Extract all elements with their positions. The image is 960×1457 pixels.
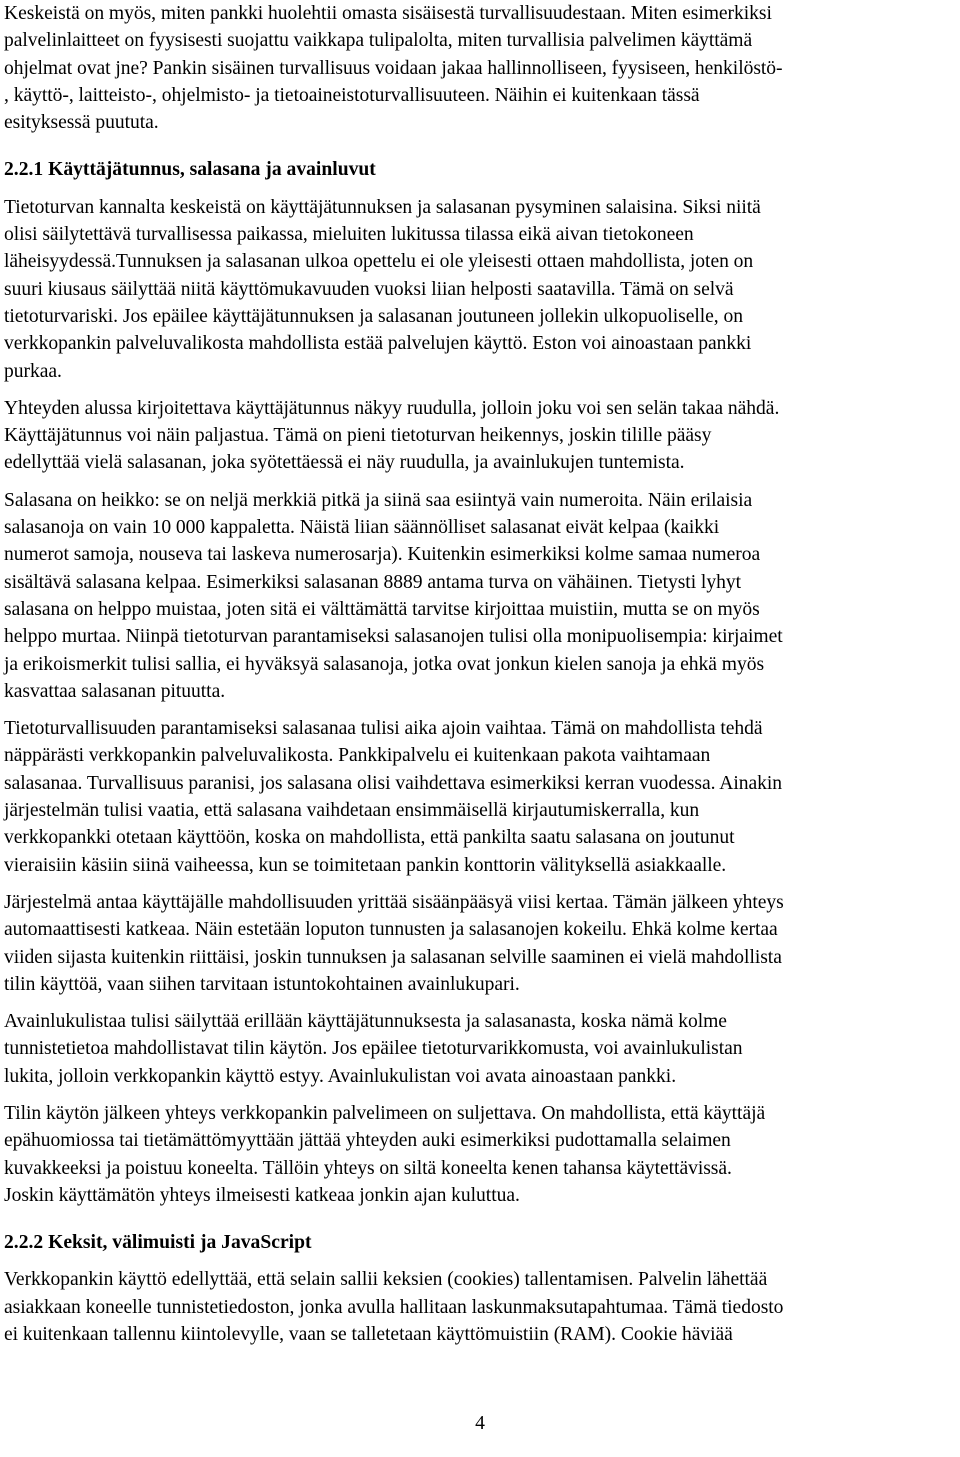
paragraph-221-7: Tilin käytön jälkeen yhteys verkkopankin palvelimeen on suljettava. On mahdollista, että käyttäjä epähuomiossa tai tietämättömyyttään jättää yhteyden auki esimerkiksi pudottamalla selaimen kuvakkeeksi ja poistuu koneelta. Tällöin yhteys on siltä koneelta kenen tahansa käytettävissä. Joskin käyttämätön yhteys ilmeisesti katkeaa jonkin ajan kuluttua. — [4, 1102, 766, 1206]
spacer — [4, 184, 956, 194]
paragraph-222-1: Verkkopankin käyttö edellyttää, että selain sallii keksien (cookies) tallentamisen. Palvelin lähettää asiakkaan koneelle tunnistetiedoston, jonka avulla hallitaan laskunmaksutapahtumaa. Tämä tiedosto ei kuitenkaan tallennu kiintolevylle, vaan se talletetaan käyttömuistiin (RAM). Cookie häviää — [4, 1269, 784, 1346]
spacer — [4, 1090, 956, 1100]
paragraph-221-5: Järjestelmä antaa käyttäjälle mahdollisuuden yrittää sisäänpääsyä viisi kertaa. Tämän jälkeen yhteys automaattisesti katkeaa. Näin estetään loputon tunnusten ja salasanojen kokeilu. Ehkä kolme kertaa viiden sijasta kuitenkin riittäisi, joskin tunnuksen ja salasanan selville saaminen ei vielä mahdollista tilin käyttöä, vaan siihen tarvitaan istuntokohtainen avainlukupari. — [4, 891, 784, 995]
paragraph-221-6: Avainlukulistaa tulisi säilyttää erillään käyttäjätunnuksesta ja salasanasta, koska nämä kolme tunnistetietoa mahdollistavat tilin käytön. Jos epäilee tietoturvarikkomusta, voi avainlukulistan lukita, jolloin verkkopankin käyttö estyy. Avainlukulistan voi avata ainoastaan pankki. — [4, 1011, 743, 1087]
paragraph-221-1: Tietoturvan kannalta keskeistä on käyttäjätunnuksen ja salasanan pysyminen salaisina. Siksi niitä olisi säilytettävä turvallisessa paikassa, mieluiten lukitussa tilassa eikä aivan tietokoneen läheisyydessä.Tunnuksen ja salasanan ulkoa opettelu ei ole yleisesti ottaen mahdollista, joten on suuri kiusaus säilyttää niitä käyttömukavuuden vuoksi liian helposti saatavilla. Tämä on selvä tietoturvariski. Jos epäilee käyttäjätunnuksen ja salasanan joutuneen jollekin ulkopuoliselle, on verkkopankin palveluvalikosta mahdollista estää palvelujen käyttö. Eston voi ainoastaan pankki purkaa. — [4, 196, 761, 382]
spacer — [4, 1209, 956, 1229]
spacer — [4, 879, 956, 889]
section-heading-2-2-2: 2.2.2 Keksit, välimuisti ja JavaScript — [4, 1232, 312, 1254]
spacer — [4, 385, 956, 395]
spacer — [4, 1256, 956, 1266]
document-page — [4, 0, 956, 1348]
spacer — [4, 136, 956, 156]
paragraph-221-3: Salasana on heikko: se on neljä merkkiä pitkä ja siinä saa esiintyä vain numeroita. Näin erilaisia salasanoja on vain 10 000 kappaletta. Näistä liian säännölliset salasanat eivät kelpaa (kaikki numerot samoja, nouseva tai laskeva numerosarja). Kuitenkin esimerkiksi kolme samaa numeroa sisältävä salasana kelpaa. Esimerkiksi salasanan 8889 antama turva on vähäinen. Tietysti lyhyt salasana on helppo muistaa, joten sitä ei välttämättä tarvitse kirjoittaa muistiin, mutta se on myös helppo murtaa. Niinpä tietoturvan parantamiseksi salasanojen tulisi olla monipuolisempia: kirjaimet ja erikoismerkit tulisi sallia, ei hyväksyä salasanoja, jotka ovat jonkun kielen sanoja ja ehkä myös kasvattaa salasanan pituutta. — [4, 489, 783, 702]
page-number: 4 — [475, 1413, 485, 1434]
spacer — [4, 705, 956, 715]
spacer — [4, 998, 956, 1008]
spacer — [4, 477, 956, 487]
section-heading-2-2-1: 2.2.1 Käyttäjätunnus, salasana ja avainluvut — [4, 159, 376, 181]
paragraph-221-2: Yhteyden alussa kirjoitettava käyttäjätunnus näkyy ruudulla, jolloin joku voi sen selän takaa nähdä. Käyttäjätunnus voi näin paljastua. Tämä on pieni tietoturvan heikennys, joskin tilille pääsy edellyttää vielä salasanan, joka syötettäessä ei näy ruudulla, ja avainlukujen tuntemista. — [4, 397, 780, 474]
paragraph-221-4: Tietoturvallisuuden parantamiseksi salasanaa tulisi aika ajoin vaihtaa. Tämä on mahdollista tehdä näppärästi verkkopankin palveluvalikosta. Pankkipalvelu ei kuitenkaan pakota vaihtamaan salasanaa. Turvallisuus paranisi, jos salasana olisi vaihdettava esimerkiksi kerran vuodessa. Ainakin järjestelmän tulisi vaatia, että salasana vaihdetaan ensimmäisellä kirjautumiskerralla, kun verkkopankki otetaan käyttöön, koska on mahdollista, että pankilta saatu salasana on joutunut vieraisiin käsiin siinä vaiheessa, kun se toimitetaan pankin konttorin välityksellä asiakkaalle. — [4, 718, 782, 876]
intro-paragraph: Keskeistä on myös, miten pankki huolehtii omasta sisäisestä turvallisuudestaan. Miten esimerkiksi palvelinlaitteet on fyysisesti suojattu vaikkapa tulipalolta, miten turvallisia palvelimen käyttämä ohjelmat ovat jne? Pankin sisäinen turvallisuus voidaan jakaa hallinnolliseen, fyysiseen, henkilöstö- , käyttö-, laitteisto-, ohjelmisto- ja tietoaineistoturvallisuuteen. Näihin ei kuitenkaan tässä esityksessä puututa. — [4, 3, 783, 134]
